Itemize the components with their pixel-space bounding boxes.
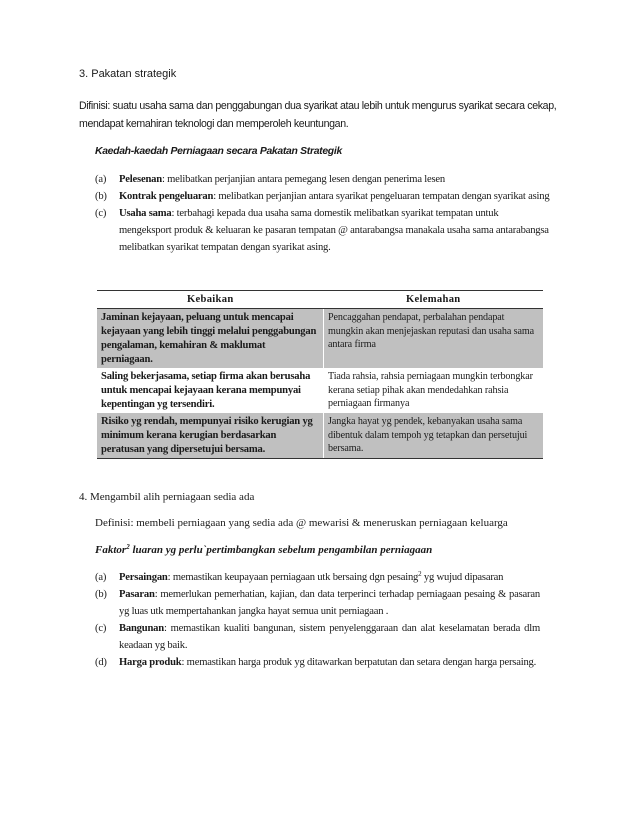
list-text: : memastikan kualiti bangunan, sistem penyelenggaraan dan alat keselamatan berada dlm keadaan yg baik. [119,623,540,651]
list-marker: (a) [95,174,107,185]
section-4-list [95,569,540,671]
table-row [97,368,543,413]
table-cell-kelemahan: Jangka hayat yg pendek, kebanyakan usaha sama dibentuk dalam tempoh yg tetapkan dan persetujui bersama. [324,413,544,459]
section-4-definition: Definisi: membeli perniagaan yang sedia ada @ mewarisi & meneruskan perniagaan keluarga [95,517,508,529]
superscript: 2 [126,543,130,551]
table-cell-kebaikan: Jaminan kejayaan, peluang untuk mencapai kejayaan yang lebih tinggi melalui penggabungan pengalaman, kemahiran & maklumat perniagaan. [97,309,324,369]
list-term: Kontrak pengeluaran [119,191,214,202]
superscript: 2 [418,570,422,578]
list-text: yg wujud dipasaran [421,572,504,583]
section-3-list [95,171,550,256]
table-row [97,413,543,459]
table-cell-kelemahan: Tiada rahsia, rahsia perniagaan mungkin terbongkar kerana setiap pihak akan mendedahkan rahsia perniagaan firmanya [328,371,533,409]
subheading-part: luaran yg perlu`pertimbangkan sebelum pengambilan perniagaan [129,544,433,556]
table-cell-kebaikan: Risiko yg rendah, mempunyai risiko kerugian yg minimum kerana kerugian berdasarkan peratusan yang dipersetujui bersama. [97,413,324,459]
table-cell-kelemahan: Pencaggahan pendapat, perbalahan pendapat mungkin akan menjejaskan reputasi dan usaha sama antara firma [324,309,544,369]
list-term: Pelesenan [119,174,162,185]
section-4-heading: 4. Mengambil alih perniagaan sedia ada [79,491,255,503]
list-term: Bangunan [119,623,164,634]
table-header-row [97,291,543,309]
section-4-subheading [95,544,432,556]
table-header-kebaikan: Kebaikan [97,291,324,309]
section-3-subheading: Kaedah-kaedah Perniagaan secara Pakatan Strategik [95,146,342,157]
list-text: : terbahagi kepada dua usaha sama domestik melibatkan syarikat tempatan untuk mengeksport produk & keluaran ke pasaran tempatan @ antarabangsa manakala usaha sama antarabangsa melibatkan syarikat tempatan dengan syarikat asing. [119,208,549,253]
list-marker: (a) [95,572,107,583]
list-item [95,620,540,654]
list-term: Usaha sama [119,208,172,219]
list-item [95,569,540,586]
list-marker: (b) [95,191,107,202]
list-text: : memastikan harga produk yg ditawarkan berpatutan dan setara dengan harga persaing. [181,657,537,668]
list-term: Persaingan [119,572,168,583]
list-marker: (c) [95,208,107,219]
list-term: Harga produk [119,657,182,668]
table-header-kelemahan: Kelemahan [324,291,544,309]
kebaikan-kelemahan-table [97,290,543,459]
list-item [95,205,550,256]
list-marker: (b) [95,589,107,600]
table-cell-kebaikan: Saling bekerjasama, setiap firma akan berusaha untuk mencapai kejayaan kerana mempunyai kepentingan yg tersendiri. [97,368,324,413]
subheading-part: Faktor [95,544,127,556]
section-3-definition: Difinisi: suatu usaha sama dan penggabungan dua syarikat atau lebih untuk mengurus syarikat secara cekap, mendapat kemahiran teknologi dan memperoleh keuntungan. [79,100,557,130]
list-item [95,171,550,188]
list-marker: (c) [95,623,107,634]
list-item [95,586,540,620]
list-term: Pasaran [119,589,155,600]
list-item [95,188,550,205]
list-text: : melibatkan perjanjian antara pemegang lesen dengan penerima lesen [161,174,446,185]
table-row [97,309,543,369]
list-text: : memastikan keupayaan perniagaan utk bersaing dgn pesaing [167,572,419,583]
list-text: : memerlukan pemerhatian, kajian, dan data terperinci terhadap perniagaan pesaing & pasaran yg luas utk mempertahankan jangka hayat semua unit perniagaan . [119,589,540,617]
section-3-heading: 3. Pakatan strategik [79,68,177,80]
list-text: : melibatkan perjanjian antara syarikat pengeluaran tempatan dengan syarikat asing [213,191,550,202]
list-item [95,654,540,671]
list-marker: (d) [95,657,107,668]
